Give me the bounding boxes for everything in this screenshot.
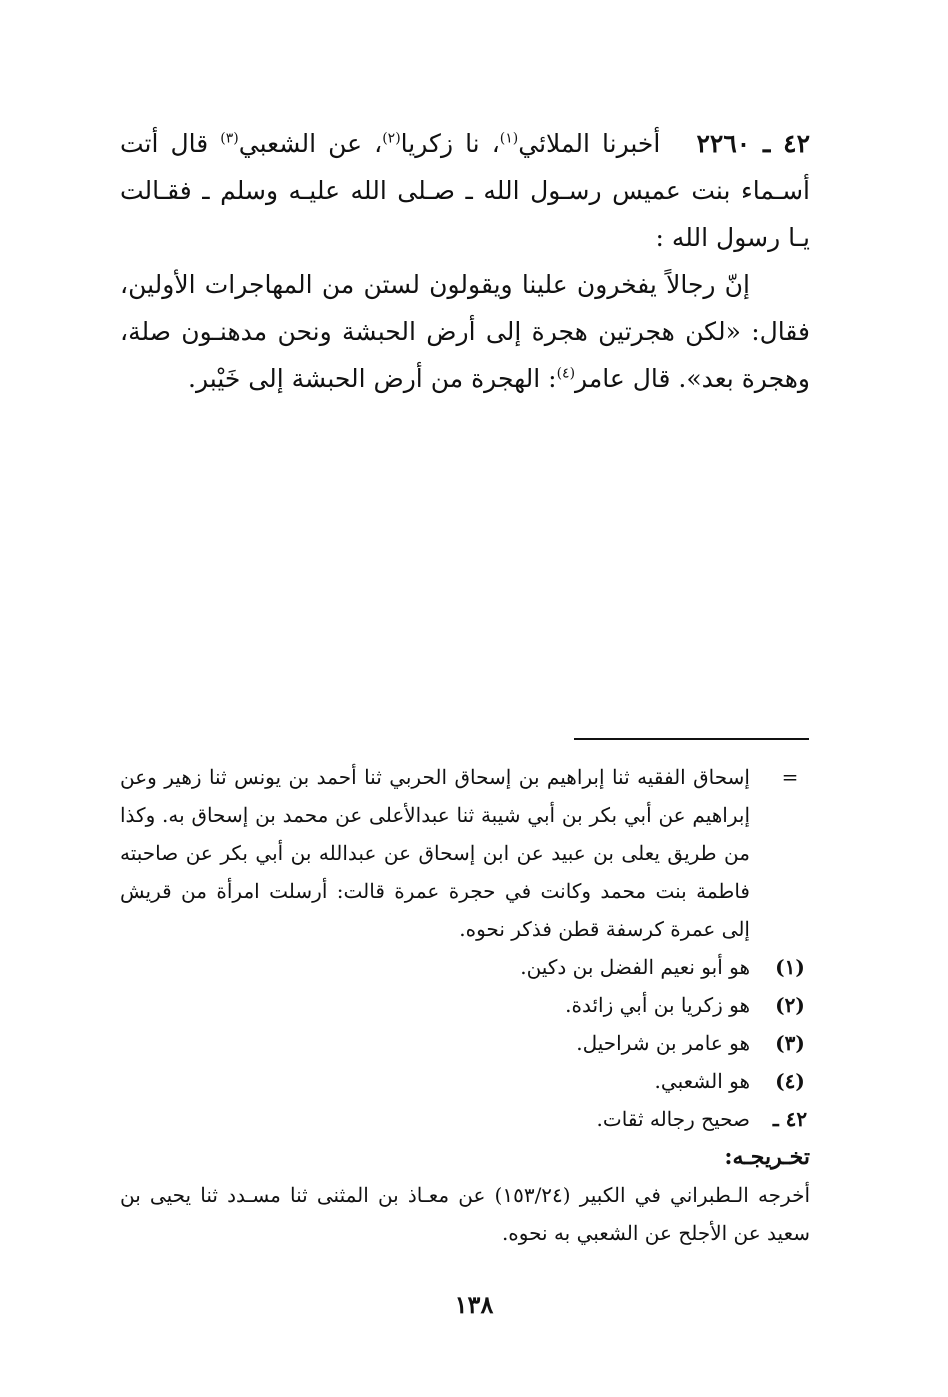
footnote-ref-3: (٣) bbox=[220, 130, 239, 147]
footnote-ref-1: (١) bbox=[499, 130, 519, 147]
grading-text: صحيح رجاله ثقات. bbox=[596, 1107, 750, 1131]
hadith-body bbox=[120, 120, 810, 402]
footnote-key: (٤) bbox=[775, 1069, 805, 1093]
footnotes bbox=[120, 758, 810, 1252]
hadith-text-1a: أخبرنا الملائي bbox=[518, 129, 661, 158]
hadith-paragraph-2 bbox=[120, 261, 810, 402]
hadith-text-2a: إنّ رجالاً يفخرون علينا ويقولون لستن من المهاجرات الأولين، فقال: «لكن هجرتين هجرة إلى أرض الحبشة ونحن مدهنـون صلة، وهجرة بعد». قال عامر bbox=[120, 270, 810, 393]
footnote-4 bbox=[120, 1062, 810, 1100]
footnote-1 bbox=[120, 948, 810, 986]
footnote-key: (٣) bbox=[775, 1031, 805, 1055]
page-number: ١٣٨ bbox=[454, 1290, 494, 1319]
hadith-paragraph-1 bbox=[120, 120, 810, 261]
takhrij-text: أخرجه الـطبراني في الكبير (١٥٣/٢٤) عن معـاذ بن المثنى ثنا مسـدد ثنا يحيى بن سعيد عن الأجلح عن الشعبي به نحوه. bbox=[120, 1183, 810, 1245]
footnote-key: (١) bbox=[775, 955, 805, 979]
footnote-text: هو عامر بن شراحيل. bbox=[576, 1031, 750, 1055]
footnote-ref-2: (٢) bbox=[382, 130, 401, 147]
hadith-text-1b: ، نا زكريا bbox=[400, 129, 500, 158]
footnote-2 bbox=[120, 986, 810, 1024]
hadith-text-1c: ، عن الشعبي bbox=[238, 129, 383, 158]
continuation-text: إسحاق الفقيه ثنا إبراهيم بن إسحاق الحربي ثنا أحمد بن يونس ثنا زهير وعن إبراهيم عن أبي بكر بن أبي شيبة ثنا عبدالأعلى عن محمد بن إسحاق به. وكذا من طريق يعلى بن عبيد عن ابن إسحاق عن عبدالله بن أبي بكر عن صاحبته فاطمة بنت محمد وكانت في حجرة عمرة قالت: أرسلت امرأة من قريش إلى عمرة كرسفة قطن فذكر نحوه. bbox=[120, 765, 750, 941]
takhrij-heading: تخـريجـه: bbox=[724, 1144, 810, 1170]
hadith-text-1d: قال أتت أسـماء بنت عميس رسـول الله ـ صـلى الله عليـه وسلم ـ فقـالت يـا رسول الله : bbox=[120, 129, 810, 252]
footnote-ref-4: (٤) bbox=[556, 365, 576, 382]
hadith-text-2b: : الهجرة من أرض الحبشة إلى خَيْبر. bbox=[188, 364, 557, 393]
hadith-number: ٤٢ ـ ٢٢٦٠ bbox=[696, 129, 811, 158]
continuation-mark: = bbox=[781, 765, 799, 789]
grading-note bbox=[120, 1100, 810, 1138]
footnote-key: (٢) bbox=[775, 993, 805, 1017]
footnote-continuation bbox=[120, 758, 810, 948]
footnote-divider bbox=[574, 738, 809, 740]
grading-key: ٤٢ ـ bbox=[772, 1107, 808, 1131]
footnote-text: هو زكريا بن أبي زائدة. bbox=[565, 993, 750, 1017]
footnote-text: هو أبو نعيم الفضل بن دكين. bbox=[520, 955, 750, 979]
footnote-3 bbox=[120, 1024, 810, 1062]
footnote-text: هو الشعبي. bbox=[654, 1069, 750, 1093]
